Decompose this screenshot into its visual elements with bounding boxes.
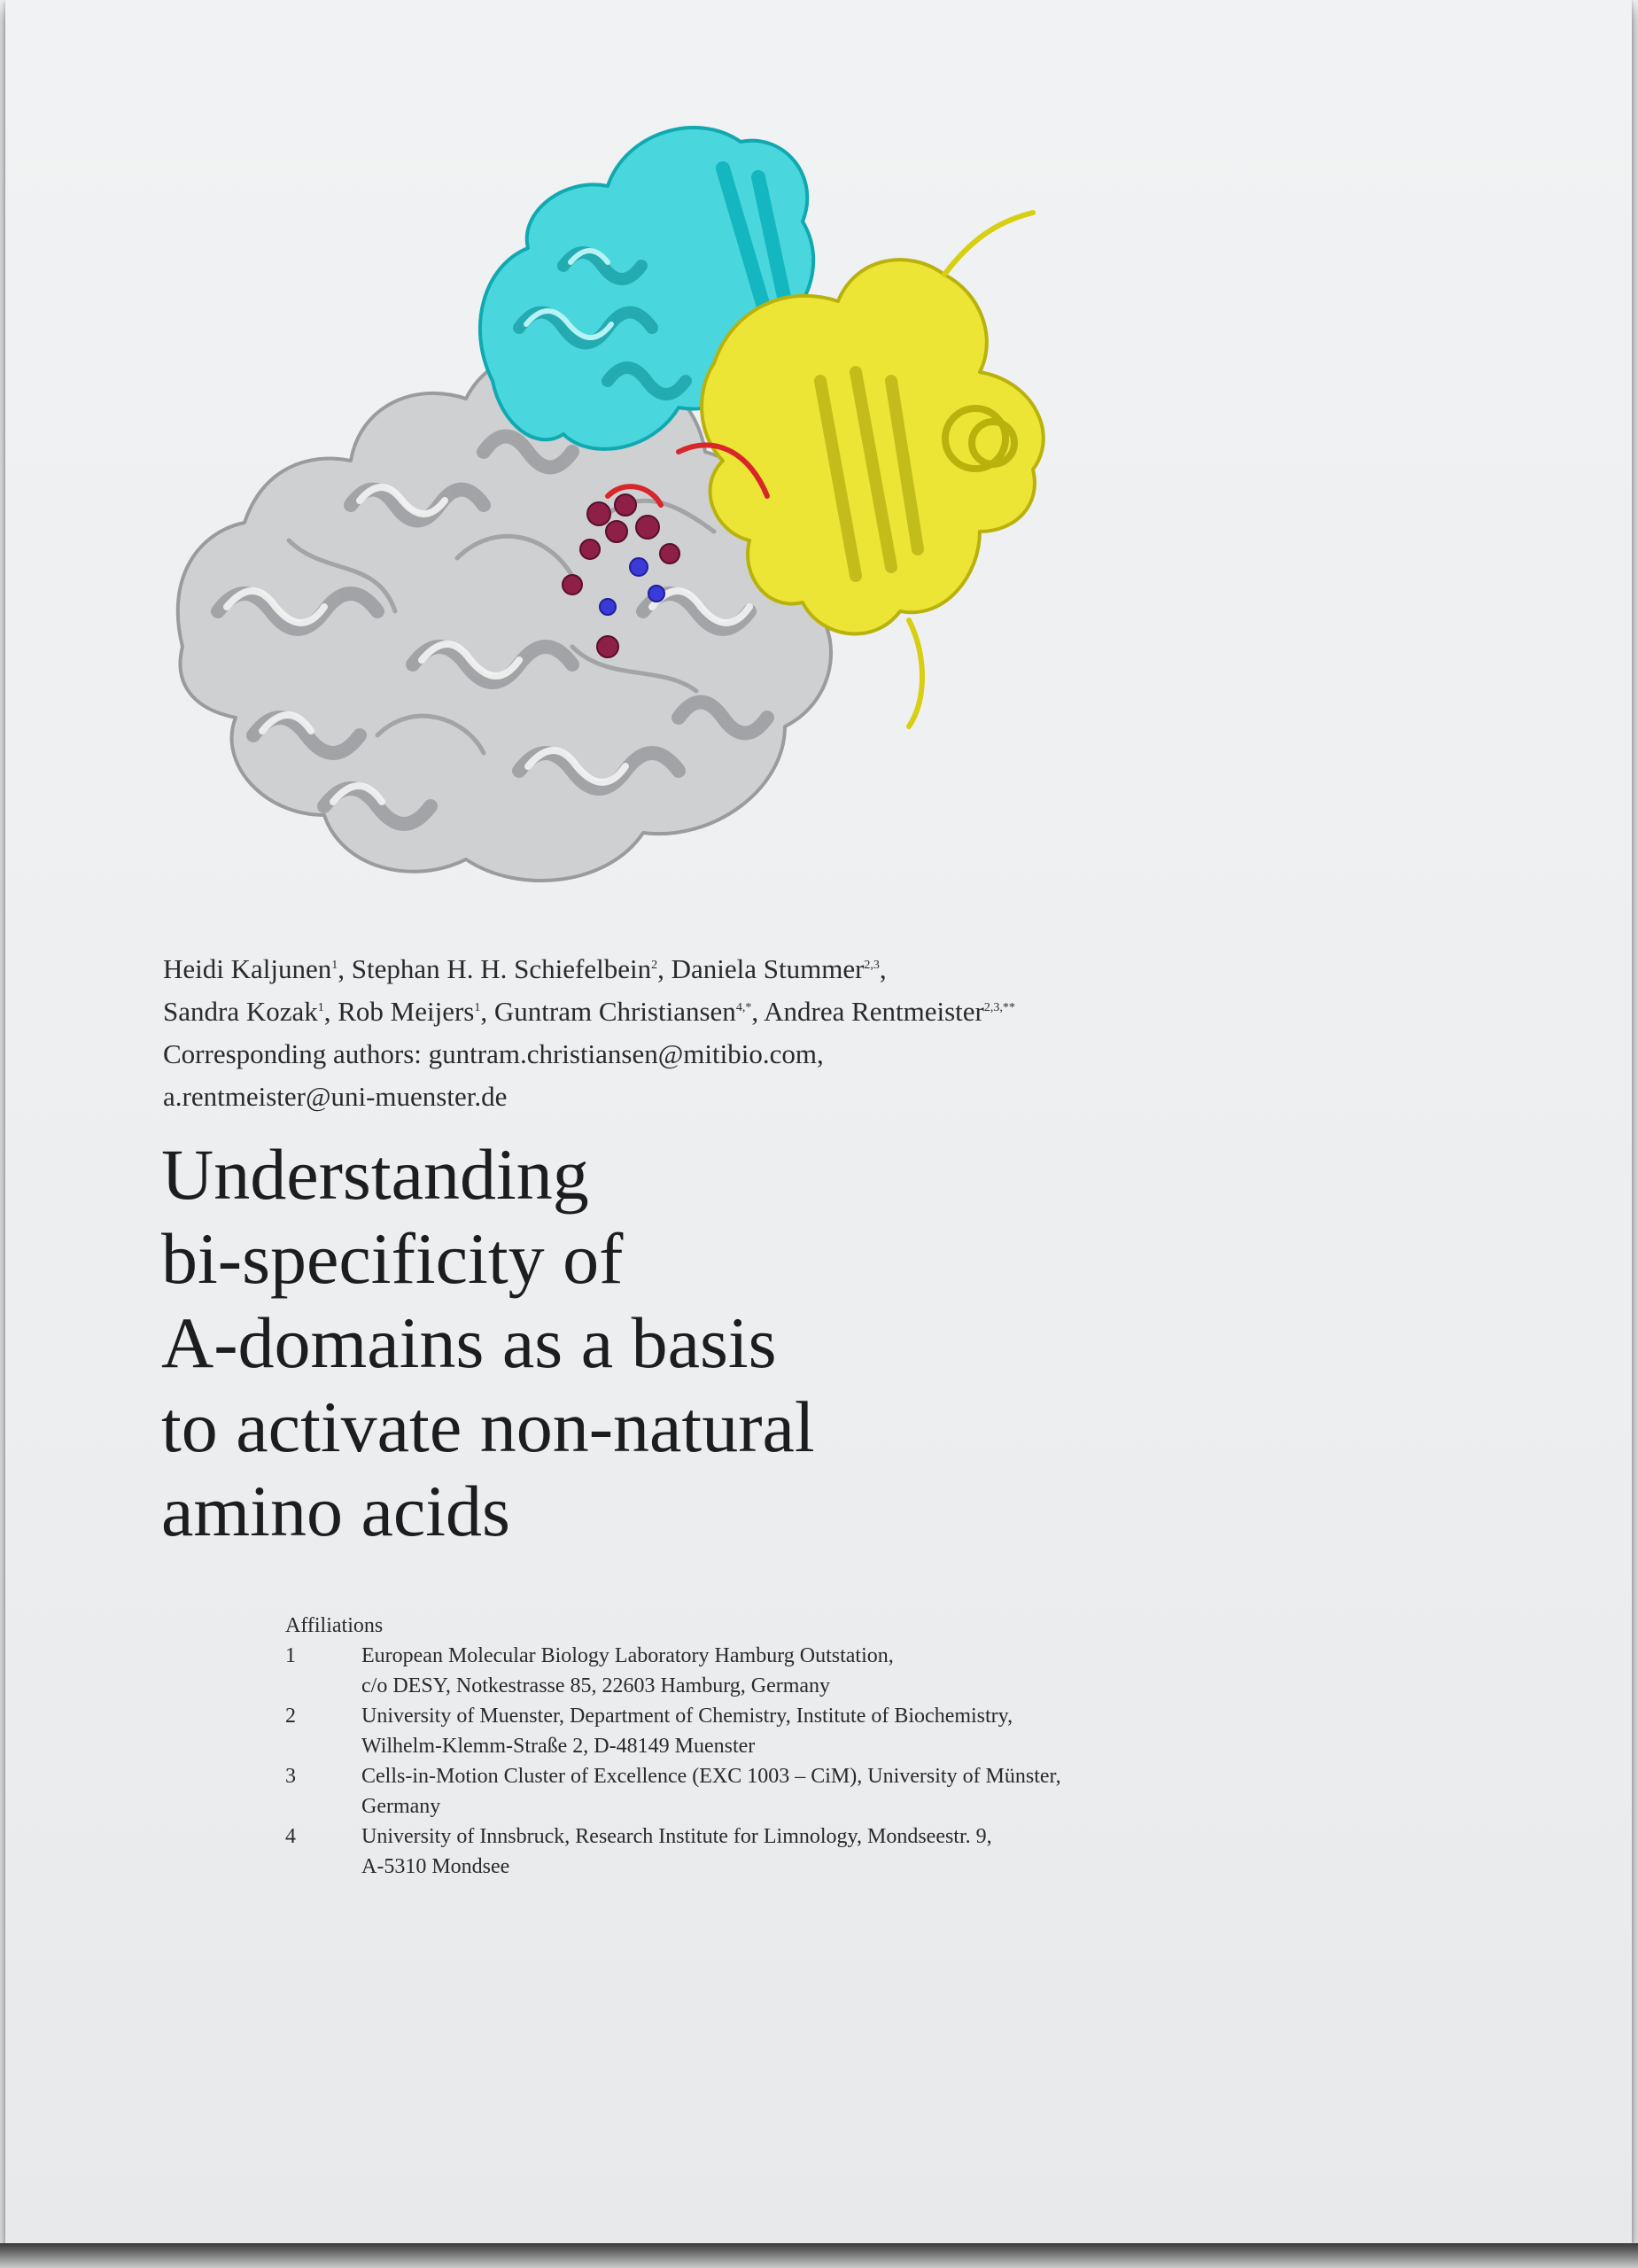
author-affiliation-sup: 2,3,** — [983, 1001, 1015, 1014]
affiliation-line: A-5310 Mondsee — [361, 1855, 510, 1878]
separator: , — [751, 996, 765, 1027]
affiliation-number: 3 — [285, 1765, 296, 1788]
separator: , — [657, 953, 672, 984]
author-line-1 — [163, 948, 1403, 990]
title-line: bi-specificity of — [161, 1218, 624, 1299]
paper-title — [161, 1132, 1313, 1553]
affiliation-number: 2 — [285, 1705, 296, 1728]
corresponding-authors-line-2: a.rentmeister@uni-muenster.de — [163, 1081, 508, 1112]
author-name: Heidi Kaljunen — [163, 953, 332, 984]
author-affiliation-sup: 2,3 — [864, 959, 880, 972]
author-name: Andrea Rentmeister — [764, 996, 984, 1027]
author-affiliation-sup: 4,* — [735, 1001, 752, 1014]
affiliations — [285, 1611, 1260, 1882]
affiliation-item — [285, 1761, 1260, 1821]
separator: , — [879, 953, 887, 984]
author-name: Sandra Kozak — [163, 996, 318, 1027]
affiliation-number: 1 — [285, 1644, 296, 1667]
affiliation-number: 4 — [285, 1825, 296, 1848]
affiliation-line: Cells-in-Motion Cluster of Excellence (EXC 1003 – CiM), University of Münster, — [361, 1765, 1061, 1788]
affiliation-line: Germany — [361, 1795, 441, 1818]
affiliation-item — [285, 1701, 1260, 1761]
author-list — [163, 948, 1403, 1118]
separator: , — [480, 996, 494, 1027]
affiliation-line: University of Innsbruck, Research Institute for Limnology, Mondseestr. 9, — [361, 1825, 992, 1848]
title-line: to activate non-natural — [161, 1386, 815, 1467]
separator: , — [323, 996, 338, 1027]
affiliation-line: University of Muenster, Department of Chemistry, Institute of Biochemistry, — [361, 1705, 1013, 1728]
author-name: Stephan H. H. Schiefelbein — [351, 953, 652, 984]
affiliation-line: European Molecular Biology Laboratory Hamburg Outstation, — [361, 1644, 894, 1667]
affiliations-heading: Affiliations — [285, 1614, 384, 1637]
author-line-2 — [163, 990, 1403, 1033]
page-shadow — [0, 2243, 1638, 2268]
author-affiliation-sup: 1 — [331, 959, 338, 972]
author-name: Guntram Christiansen — [493, 996, 736, 1027]
affiliation-text — [361, 1821, 1260, 1882]
affiliation-item — [285, 1641, 1260, 1701]
title-line: A-domains as a basis — [161, 1302, 777, 1383]
author-affiliation-sup: 1 — [317, 1001, 324, 1014]
author-affiliation-sup: 2 — [651, 959, 658, 972]
author-name: Rob Meijers — [338, 996, 475, 1027]
affiliation-text — [361, 1641, 1260, 1701]
affiliation-line: c/o DESY, Notkestrasse 85, 22603 Hamburg, Germany — [361, 1674, 831, 1697]
affiliation-text — [361, 1761, 1260, 1821]
separator: , — [338, 953, 352, 984]
protein-structure-image — [147, 115, 1068, 895]
affiliation-line: Wilhelm-Klemm-Straße 2, D-48149 Muenster — [361, 1735, 756, 1758]
affiliation-text — [361, 1701, 1260, 1761]
author-affiliation-sup: 1 — [474, 1001, 481, 1014]
title-line: Understanding — [161, 1134, 589, 1215]
author-name: Daniela Stummer — [671, 953, 865, 984]
affiliation-item — [285, 1821, 1260, 1882]
corresponding-authors-line-1: Corresponding authors: guntram.christiansen@mitibio.com, — [163, 1038, 824, 1069]
title-line: amino acids — [161, 1471, 510, 1551]
cover-page — [5, 0, 1632, 2243]
